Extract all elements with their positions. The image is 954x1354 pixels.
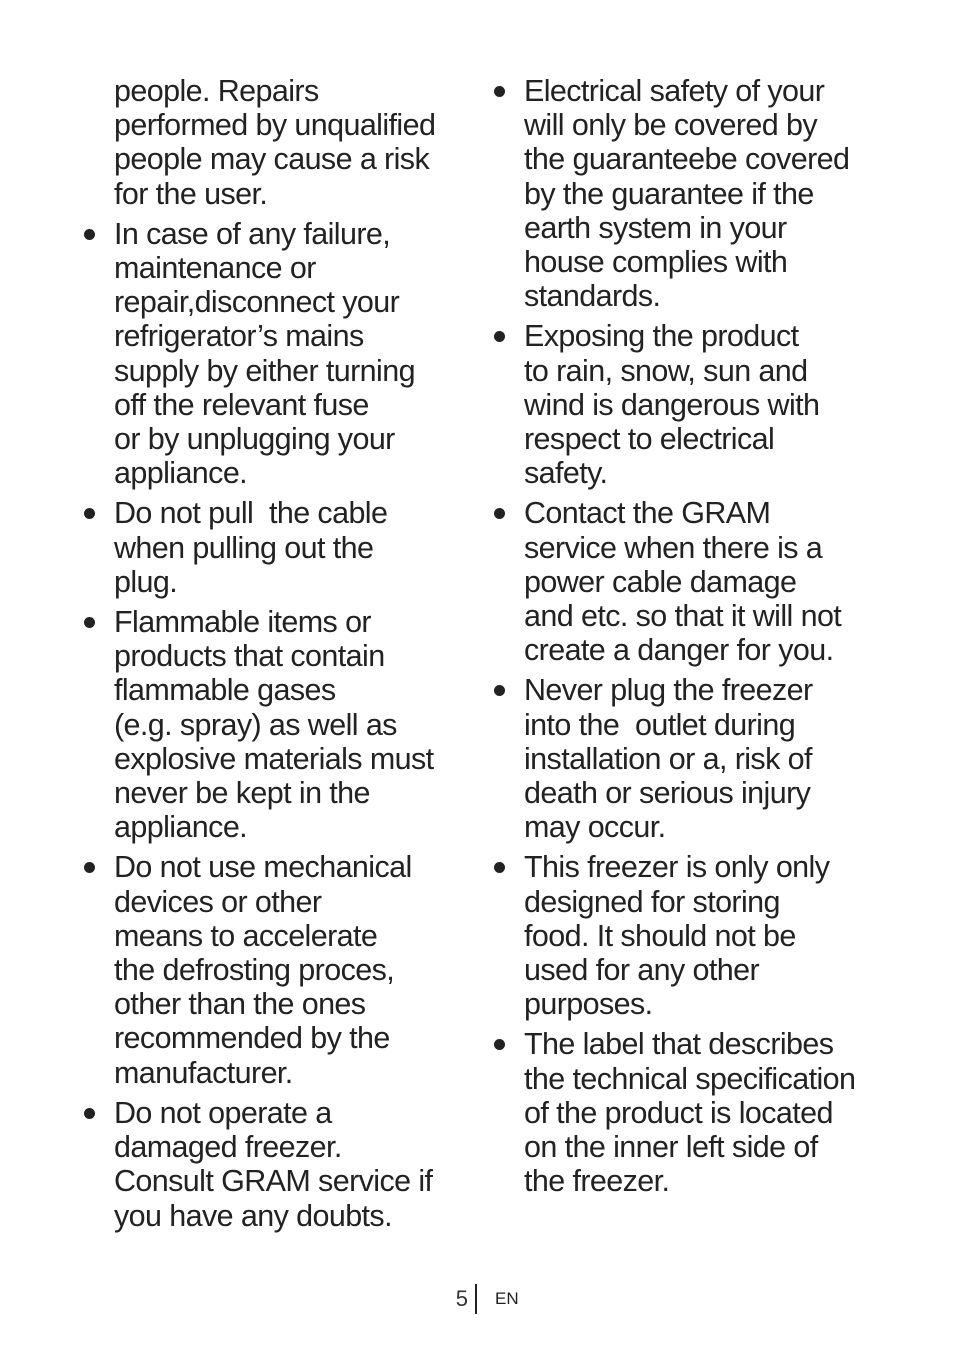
text-line: respect to electrical <box>524 422 775 457</box>
text-line: off the relevant fuse <box>114 387 369 422</box>
text-line: The label that describes <box>524 1027 834 1062</box>
text-line: or by unplugging your <box>114 422 395 457</box>
text-line: This freezer is only only <box>524 850 830 885</box>
text-line: devices or other <box>114 884 322 919</box>
list-item <box>84 1096 464 1233</box>
bullet-icon <box>494 1039 505 1050</box>
text-line: and etc. so that it will not <box>524 599 842 634</box>
text-line: people. Repairs <box>114 74 319 108</box>
text-line: appliance. <box>114 810 248 845</box>
page-number: 5 <box>455 1286 468 1311</box>
text-line: products that contain <box>114 639 385 674</box>
list-item <box>494 1027 894 1198</box>
text-line: Electrical safety of your <box>524 74 825 108</box>
list-item <box>84 217 464 491</box>
text-line: refrigerator’s mains <box>114 319 364 354</box>
bullet-icon <box>84 1108 95 1119</box>
bullet-icon <box>84 229 95 240</box>
text-line: the defrosting proces, <box>114 953 395 988</box>
continued-paragraph <box>84 74 464 211</box>
right-column <box>494 74 894 1199</box>
text-line: the guaranteebe covered <box>524 142 850 177</box>
text-line: to rain, snow, sun and <box>524 353 808 388</box>
text-line: for the user. <box>114 176 268 211</box>
text-line: the freezer. <box>524 1164 670 1199</box>
text-line: when pulling out the <box>114 530 374 565</box>
text-line: Consult GRAM service if <box>114 1164 433 1199</box>
text-line: purposes. <box>524 987 653 1022</box>
text-line: damaged freezer. <box>114 1130 342 1165</box>
text-line: recommended by the <box>114 1021 390 1056</box>
text-line: manufacturer. <box>114 1055 293 1090</box>
text-line: food. It should not be <box>524 918 796 953</box>
text-line: earth system in your <box>524 210 787 245</box>
text-line: installation or a, risk of <box>524 741 812 776</box>
text-line: plug. <box>114 564 178 599</box>
bullet-icon <box>84 862 95 873</box>
text-line: into the outlet during <box>524 707 796 742</box>
text-line: create a danger for you. <box>524 633 834 668</box>
text-line: will only be covered by <box>524 108 818 143</box>
list-item <box>494 74 894 313</box>
text-line: flammable gases <box>114 673 336 708</box>
text-line: In case of any failure, <box>114 216 391 251</box>
text-line: by the guarantee if the <box>524 176 814 211</box>
page-footer <box>0 1284 954 1314</box>
left-bullet-list <box>84 217 464 1233</box>
text-line: you have any doubts. <box>114 1198 392 1233</box>
list-item <box>84 605 464 844</box>
language-label: EN <box>495 1289 519 1308</box>
list-item <box>494 673 894 844</box>
text-line: on the inner left side of <box>524 1130 818 1165</box>
bullet-icon <box>494 331 505 342</box>
text-line: the technical specification <box>524 1061 856 1096</box>
right-bullet-list <box>494 74 894 1199</box>
text-line: designed for storing <box>524 884 780 919</box>
text-line: wind is dangerous with <box>524 387 820 422</box>
footer-divider <box>475 1284 477 1314</box>
list-item <box>494 319 894 490</box>
text-line: death or serious injury <box>524 776 811 811</box>
text-line: of the product is located <box>524 1095 833 1130</box>
text-line: may occur. <box>524 810 666 845</box>
text-line: means to accelerate <box>114 918 378 953</box>
text-line: people may cause a risk <box>114 142 430 177</box>
text-line: Do not operate a <box>114 1095 332 1130</box>
text-line: appliance. <box>114 456 248 491</box>
text-line: repair,disconnect your <box>114 285 400 320</box>
text-line: maintenance or <box>114 251 316 286</box>
list-item <box>84 496 464 599</box>
text-line: supply by either turning <box>114 353 415 388</box>
text-line: safety. <box>524 456 608 491</box>
bullet-icon <box>84 508 95 519</box>
bullet-icon <box>494 685 505 696</box>
text-line: (e.g. spray) as well as <box>114 707 397 742</box>
list-item <box>494 850 894 1021</box>
bullet-icon <box>494 508 505 519</box>
bullet-icon <box>84 617 95 628</box>
text-line: Do not pull the cable <box>114 496 388 531</box>
text-line: standards. <box>524 279 661 314</box>
text-line: house complies with <box>524 245 788 280</box>
text-line: Exposing the product <box>524 319 799 354</box>
text-line: Never plug the freezer <box>524 673 813 708</box>
text-line: service when there is a <box>524 530 823 565</box>
text-line: power cable damage <box>524 564 797 599</box>
text-line: never be kept in the <box>114 776 370 811</box>
text-line: performed by unqualified <box>114 108 436 143</box>
list-item <box>494 496 894 667</box>
text-line: used for any other <box>524 953 760 988</box>
text-line: Do not use mechanical <box>114 850 412 885</box>
text-line: Contact the GRAM <box>524 496 771 531</box>
text-line: Flammable items or <box>114 605 371 640</box>
text-line: other than the ones <box>114 987 366 1022</box>
left-column <box>84 74 464 1233</box>
bullet-icon <box>494 86 505 97</box>
list-item <box>84 850 464 1089</box>
text-line: explosive materials must <box>114 741 434 776</box>
bullet-icon <box>494 862 505 873</box>
